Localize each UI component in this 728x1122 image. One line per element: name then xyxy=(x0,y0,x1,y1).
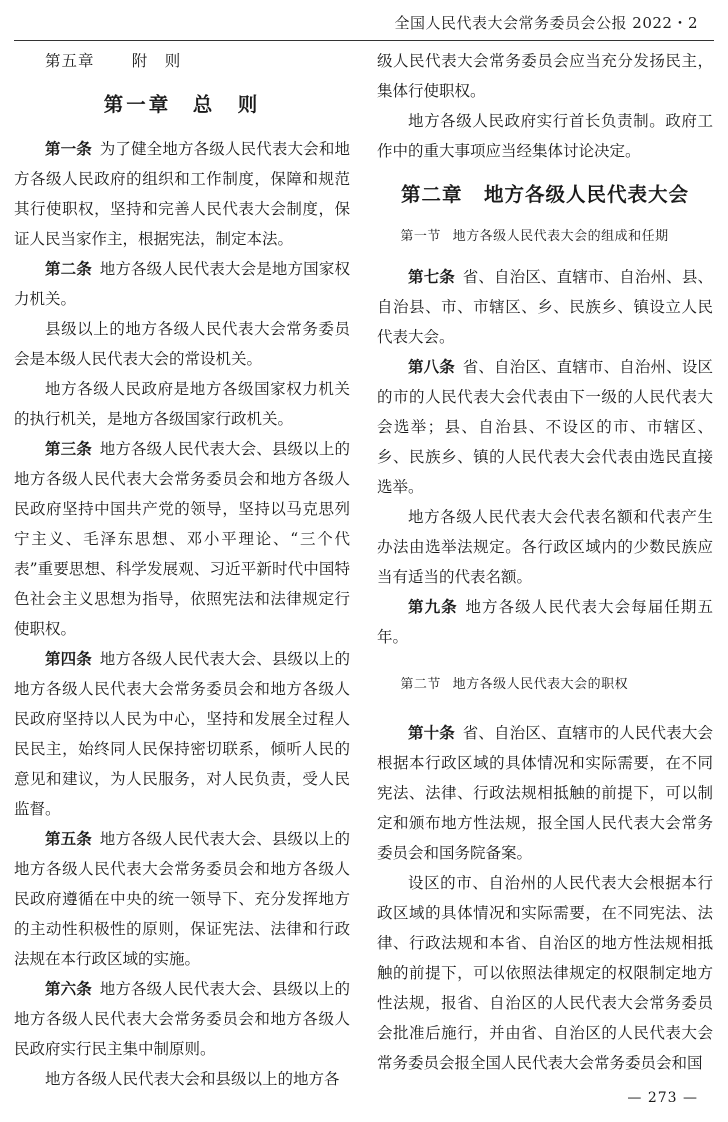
government-paragraph: 地方各级人民政府实行首长负责制。政府工作中的重大事项应当经集体讨论决定。 xyxy=(377,112,713,160)
article-text: 地方各级人民代表大会代表名额和代表产生办法由选举法规定。各行政区域内的少数民族应当有适当的代表名额。 xyxy=(377,508,713,586)
article-text: 省、自治区、直辖市、自治州、县、自治县、市、市辖区、乡、民族乡、镇设立人民代表大会。 xyxy=(377,268,713,346)
section-2-heading xyxy=(377,670,713,700)
right-column xyxy=(377,46,713,1078)
paragraph xyxy=(14,1064,350,1094)
paragraph xyxy=(377,502,713,592)
article-text: 地方各级人民代表大会每届任期五年。 xyxy=(377,598,713,646)
article-text: 地方各级人民代表大会、县级以上的地方各级人民代表大会常务委员会和地方各级人民政府遵循在中央的统一领导下、充分发挥地方的主动性积极性的原则，保证宪法、法律和行政法规在本行政区域的实施。 xyxy=(14,830,350,968)
page-header xyxy=(14,0,714,41)
article-text: 地方各级人民政府是地方各级国家权力机关的执行机关，是地方各级国家行政机关。 xyxy=(14,380,350,428)
article-paragraph xyxy=(14,824,350,974)
left-column xyxy=(14,46,350,1094)
chapter-1-heading xyxy=(14,90,350,120)
left-articles xyxy=(14,134,350,1094)
section-1-heading xyxy=(377,222,713,252)
article-text: 省、自治区、直辖市的人民代表大会根据本行政区域的具体情况和实际需要，在不同宪法、法律、行政法规相抵触的前提下，可以制定和颁布地方性法规，报全国人民代表大会常务委员会和国务院备案。 xyxy=(377,724,713,862)
article-paragraph xyxy=(377,352,713,502)
article-text: 设区的市、自治州的人民代表大会根据本行政区域的具体情况和实际需要，在不同宪法、法律、行政法规和本省、自治区的地方性法规相抵触的前提下，可以依照法律规定的权限制定地方性法规，报省、自治区的人民代表大会常务委员会批准后施行，并由省、自治区的人民代表大会常务委员会报全国人民代表大会常务委员会和国 xyxy=(377,874,713,1072)
article-number: 第八条 xyxy=(408,357,455,376)
article-number: 第一条 xyxy=(45,139,92,158)
article-number: 第九条 xyxy=(408,597,458,616)
article-text: 省、自治区、直辖市、自治州、设区的市的人民代表大会代表由下一级的人民代表大会选举；县、自治县、不设区的市、市辖区、乡、民族乡、镇的人民代表大会代表由选民直接选举。 xyxy=(377,358,713,496)
article-paragraph xyxy=(377,262,713,352)
continuation-paragraph: 级人民代表大会常务委员会应当充分发扬民主，集体行使职权。 xyxy=(377,52,713,100)
article-paragraph xyxy=(14,434,350,644)
section-name: 地方各级人民代表大会的职权 xyxy=(452,677,629,692)
article-text: 地方各级人民代表大会、县级以上的地方各级人民代表大会常务委员会和地方各级人民政府坚持中国共产党的领导，坚持以马克思列宁主义、毛泽东思想、邓小平理论、“三个代表”重要思想、科学发展观、习近平新时代中国特色社会主义思想为指导，依照宪法和法律规定行使职权。 xyxy=(14,440,350,638)
toc-chapter-number: 第五章 xyxy=(45,52,95,70)
chapter-number: 第二章 xyxy=(401,183,463,206)
paragraph xyxy=(377,868,713,1078)
section-2-articles xyxy=(377,718,713,1078)
article-text: 地方各级人民代表大会、县级以上的地方各级人民代表大会常务委员会和地方各级人民政府坚持以人民为中心，坚持和发展全过程人民民主，始终同人民保持密切联系，倾听人民的意见和建议，为人民服务，对人民负责，受人民监督。 xyxy=(14,650,350,818)
article-text: 县级以上的地方各级人民代表大会常务委员会是本级人民代表大会的常设机关。 xyxy=(14,320,350,368)
article-text: 地方各级人民代表大会和县级以上的地方各 xyxy=(45,1070,340,1088)
article-number: 第五条 xyxy=(45,829,92,848)
article-text: 为了健全地方各级人民代表大会和地方各级人民政府的组织和工作制度，保障和规范其行使职权，坚持和完善人民代表大会制度，保证人民当家作主，根据宪法，制定本法。 xyxy=(14,140,350,248)
chapter-name: 地方各级人民代表大会 xyxy=(483,183,689,206)
section-number: 第二节 xyxy=(400,677,441,692)
article-number: 第六条 xyxy=(45,979,92,998)
journal-title: 全国人民代表大会常务委员会公报 2022・2 xyxy=(394,14,698,32)
article-paragraph xyxy=(377,718,713,868)
chapter-name: 总 则 xyxy=(192,93,261,116)
section-name: 地方各级人民代表大会的组成和任期 xyxy=(452,229,669,244)
section-1-articles xyxy=(377,262,713,652)
section-number: 第一节 xyxy=(400,229,441,244)
article-paragraph xyxy=(14,974,350,1064)
article-paragraph xyxy=(377,592,713,652)
article-paragraph xyxy=(14,134,350,254)
article-text: 地方各级人民代表大会、县级以上的地方各级人民代表大会常务委员会和地方各级人民政府实行民主集中制原则。 xyxy=(14,980,350,1058)
page-number: — 273 — xyxy=(627,1090,698,1106)
article-number: 第七条 xyxy=(408,267,455,286)
chapter-2-heading xyxy=(377,180,713,210)
toc-chapter-5 xyxy=(14,46,350,76)
paragraph xyxy=(14,314,350,374)
paragraph xyxy=(14,374,350,434)
article-text: 地方各级人民代表大会是地方国家权力机关。 xyxy=(14,260,350,308)
article-paragraph xyxy=(14,254,350,314)
toc-chapter-name: 附 则 xyxy=(131,52,182,70)
article-paragraph xyxy=(14,644,350,824)
article-number: 第十条 xyxy=(408,723,455,742)
article-number: 第四条 xyxy=(45,649,92,668)
chapter-number: 第一章 xyxy=(103,93,172,116)
article-number: 第三条 xyxy=(45,439,92,458)
article-number: 第二条 xyxy=(45,259,92,278)
